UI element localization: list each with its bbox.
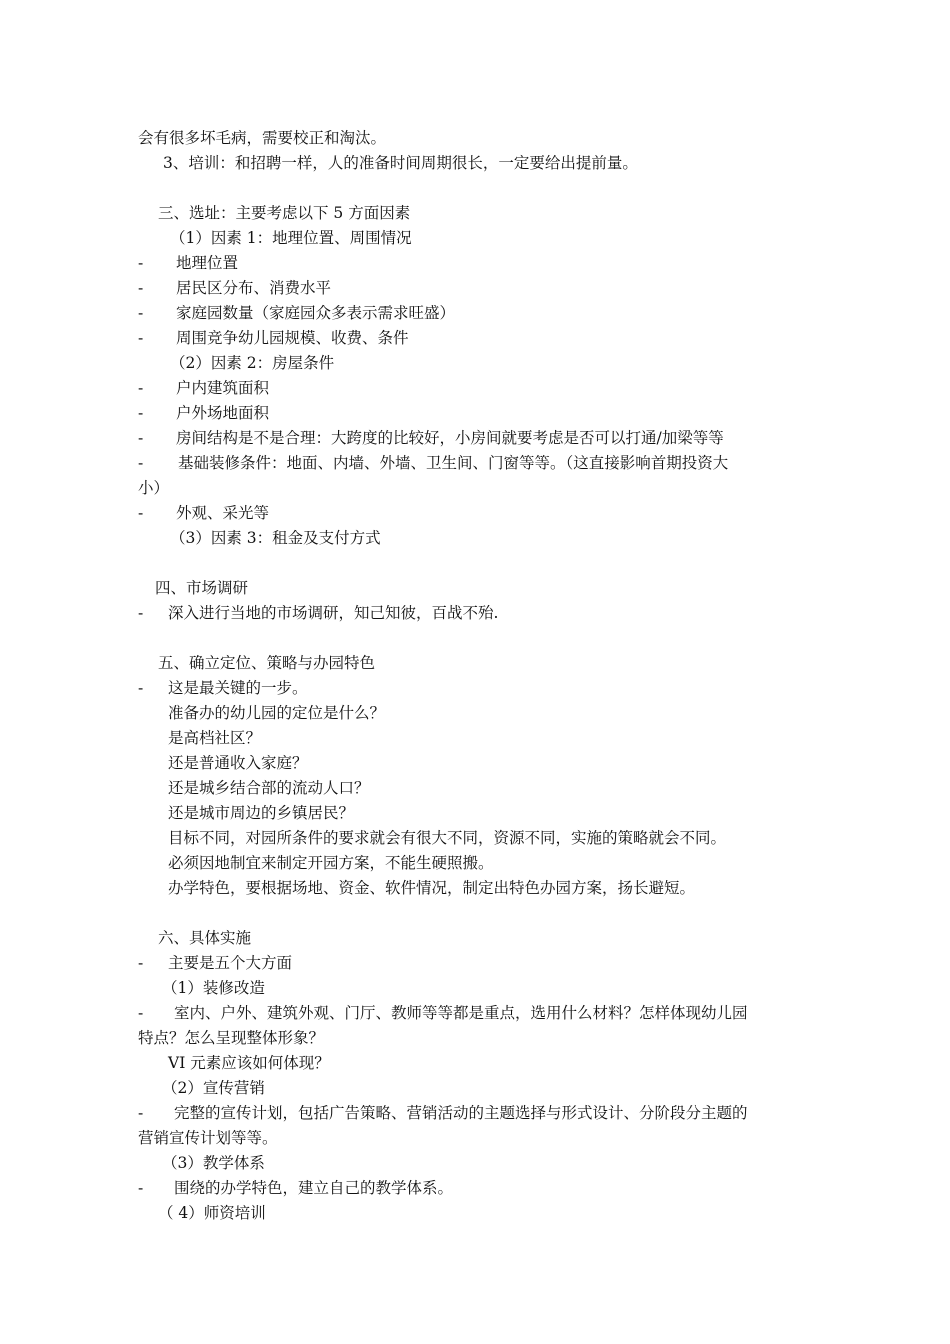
bullet: -	[138, 404, 144, 422]
section-heading: 五、确立定位、策略与办园特色	[158, 654, 376, 672]
text-line: 特点？怎么呈现整体形象？	[138, 1029, 325, 1047]
bullet: -	[138, 429, 144, 447]
text-line: 准备办的幼儿园的定位是什么？	[168, 704, 386, 722]
text-line: 办学特色，要根据场地、资金、软件情况，制定出特色办园方案，扬长避短。	[168, 879, 696, 897]
bullet: -	[138, 1179, 144, 1197]
bullet: -	[138, 329, 144, 347]
document-page: 会有很多坏毛病，需要校正和淘汰。 3、培训：和招聘一样，人的准备时间周期很长，一定要给出提前量。 三、选址：主要考虑以下 5 方面因素 （1）因素 1：地理位置、周围情况 - 地理位置 - 居民区分布、消费水平 - 家庭园数量（家庭园众多表示需求旺盛） - 周围竞争幼儿园规模、收费、条件 （2）因素 2：房屋条件 - 户内建筑面积 - 户外场地面积 - 房间结构是不是合理：大跨度的比较好，小房间就要考虑是否可以打通/加梁等等 - 基础装修条件：地面、内墙、外墙、卫生间、门窗等等。（这直接影响首期投资大 小） - 外观、采光等 （3）因素 3：租金及支付方式 四、市场调研 - 深入进行当地的市场调研，知己知彼，百战不殆. 五、确立定位、策略与办园特色 - 这是最关键的一步。 准备办的幼儿园的定位是什么？ 是高档社区？ 还是普通收入家庭？ 还是城乡结合部的流动人口？ 还是城市周边的乡镇居民？ 目标不同，对园所条件的要求就会有很大不同，资源不同，实施的策略就会不同。 必须因地制宜来制定开园方案，不能生硬照搬。 办学特色，要根据场地、资金、软件情况，制定出特色办园方案，扬长避短。 六、具体实施 - 主要是五个大方面 （1）装修改造 - 室内、户外、建筑外观、门厅、教师等等都是重点，选用什么材料？怎样体现幼儿园 特点？怎么呈现整体形象？ VI 元素应该如何体现？ （2）宣传营销 - 完整的宣传计划，包括广告策略、营销活动的主题选择与形式设计、分阶段分主题的 营销宣传计划等等。 （3）教学体系 - 围绕的办学特色，建立自己的教学体系。 （ 4）师资培训	[0, 0, 950, 1344]
text-line: VI 元素应该如何体现？	[168, 1054, 330, 1072]
subheading: （ 4）师资培训	[158, 1204, 266, 1222]
text-line: 是高档社区？	[168, 729, 262, 747]
bullet: -	[138, 304, 144, 322]
text-line: 目标不同，对园所条件的要求就会有很大不同，资源不同，实施的策略就会不同。	[168, 829, 727, 847]
text-line: 还是普通收入家庭？	[168, 754, 308, 772]
subheading: （1）装修改造	[162, 979, 265, 997]
text-line: 必须因地制宜来制定开园方案，不能生硬照搬。	[168, 854, 494, 872]
bullet: -	[138, 379, 144, 397]
subheading: （2）宣传营销	[162, 1079, 265, 1097]
section-heading: 三、选址：主要考虑以下 5 方面因素	[158, 204, 411, 222]
bullet: -	[138, 679, 144, 697]
text-line: 3、培训：和招聘一样，人的准备时间周期很长，一定要给出提前量。	[163, 154, 638, 172]
section-heading: 四、市场调研	[155, 579, 249, 597]
section-heading: 六、具体实施	[158, 929, 252, 947]
bullet: -	[138, 954, 144, 972]
subheading: （2）因素 2：房屋条件	[170, 354, 335, 372]
text-line: 还是城市周边的乡镇居民？	[168, 804, 355, 822]
subheading: （3）因素 3：租金及支付方式	[170, 529, 381, 547]
bullet: -	[138, 279, 144, 297]
bullet: -	[138, 254, 144, 272]
bullet: -	[138, 504, 144, 522]
bullet: -	[138, 454, 144, 472]
text-line: 营销宣传计划等等。	[138, 1129, 278, 1147]
text-line: 会有很多坏毛病，需要校正和淘汰。	[138, 129, 387, 147]
text-line: 还是城乡结合部的流动人口？	[168, 779, 370, 797]
subheading: （3）教学体系	[162, 1154, 265, 1172]
subheading: （1）因素 1：地理位置、周围情况	[170, 229, 412, 247]
bullet: -	[138, 604, 144, 622]
bullet: -	[138, 1004, 144, 1022]
bullet: -	[138, 1104, 144, 1122]
text-line: 小）	[138, 479, 170, 497]
